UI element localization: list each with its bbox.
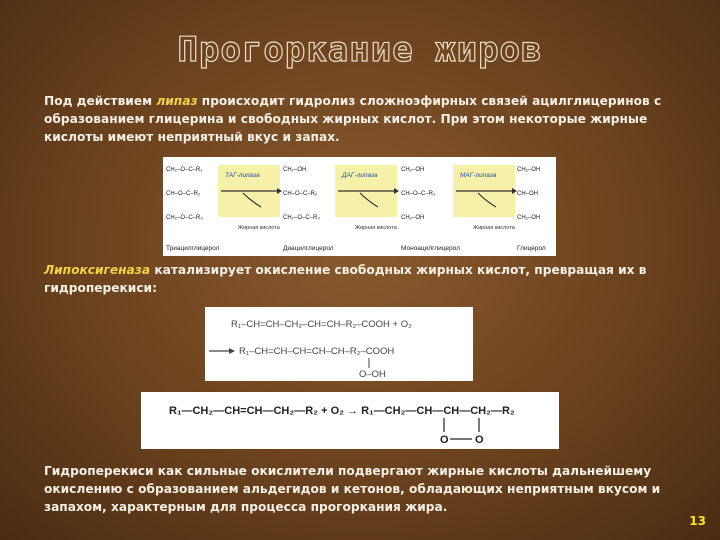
intro-pre: Под действием bbox=[44, 94, 157, 108]
tag-row2: CH–O–C–R₂ bbox=[166, 191, 201, 197]
lox-line1: R₁–CH=CH–CH₂–CH=CH–R₂–COOH + O₂ bbox=[231, 319, 412, 330]
lox-line3: O–OH bbox=[359, 369, 386, 380]
page-number: 13 bbox=[689, 514, 706, 528]
peroxide-equation bbox=[141, 392, 559, 449]
tag-row1: CH₂–O–C–R₁ bbox=[166, 167, 203, 173]
dag-row3: CH₂–O–C–R₃ bbox=[283, 215, 320, 221]
name-tag: Триацилглицерол bbox=[166, 245, 220, 252]
mag-row1: CH₂–OH bbox=[401, 167, 425, 173]
product-1: Жирная кислота bbox=[238, 225, 280, 231]
lipoxygenase-paragraph bbox=[44, 261, 684, 297]
enzyme-dag: ДАГ-липаза bbox=[342, 172, 378, 179]
enzyme-tag: ТАГ-липаза bbox=[225, 172, 260, 179]
name-mag: Моноацилглицерол bbox=[401, 245, 460, 252]
gly-row1: CH₂–OH bbox=[517, 167, 541, 173]
oxidation-scheme bbox=[205, 307, 473, 381]
slide-title: Прогоркание жиров bbox=[177, 30, 543, 70]
eq-oxygen-2: O bbox=[475, 434, 484, 446]
eq-line: R₁—CH₂—CH=CH—CH₂—R₂ + O₂ → R₁—CH₂—CH—CH—CH₂—R₂ bbox=[169, 405, 515, 417]
mag-row2: CH–O–C–R₂ bbox=[401, 191, 436, 197]
name-gly: Глицерол bbox=[517, 245, 546, 252]
gly-row2: CH–OH bbox=[517, 191, 539, 197]
lox-line2: R₁–CH=CH–CH=CH–CH–R₂–COOH bbox=[239, 346, 395, 357]
tag-row3: CH₂–O–C–R₃ bbox=[166, 215, 203, 221]
compound-names bbox=[166, 245, 546, 252]
lox-arrow-head bbox=[229, 348, 235, 354]
intro-post: происходит гидролиз сложноэфирных связей ацилглицеринов с образованием глицерина и свободных жирных кислот. При этом некоторые жирные кислоты имеют неприятный вкус и запах. bbox=[44, 94, 662, 144]
peroxide-equation-svg bbox=[141, 392, 559, 449]
lipoxygenase-text: катализирует окисление свободных жирных кислот, превращая их в гидроперекиси: bbox=[44, 263, 647, 295]
intro-paragraph bbox=[44, 92, 684, 146]
lipolysis-scheme-svg bbox=[163, 157, 556, 256]
enzyme-mag: МАГ-липаза bbox=[460, 172, 497, 179]
dag-row2: CH–O–C–R₂ bbox=[283, 191, 318, 197]
lipolysis-scheme bbox=[163, 157, 556, 256]
gly-row3: CH₂–OH bbox=[517, 215, 541, 221]
eq-oxygen-1: O bbox=[440, 434, 449, 446]
name-dag: Диацилглицерол bbox=[283, 245, 334, 252]
oxidation-scheme-svg bbox=[205, 307, 473, 381]
product-2: Жирная кислота bbox=[355, 225, 397, 231]
lipase-term: липаз bbox=[156, 94, 198, 108]
dag-row1: CH₂–OH bbox=[283, 167, 307, 173]
conclusion-paragraph: Гидроперекиси как сильные окислители подвергают жирные кислоты дальнейшему окислению с образованием альдегидов и кетонов, обладающих неприятным вкусом и запахом, характерным для процесса прогоркания жира. bbox=[44, 464, 661, 514]
product-3: Жирная кислота bbox=[473, 225, 515, 231]
product-labels bbox=[238, 225, 516, 231]
lipoxygenase-term: Липоксигеназа bbox=[44, 263, 151, 277]
mag-row3: CH₂–OH bbox=[401, 215, 425, 221]
